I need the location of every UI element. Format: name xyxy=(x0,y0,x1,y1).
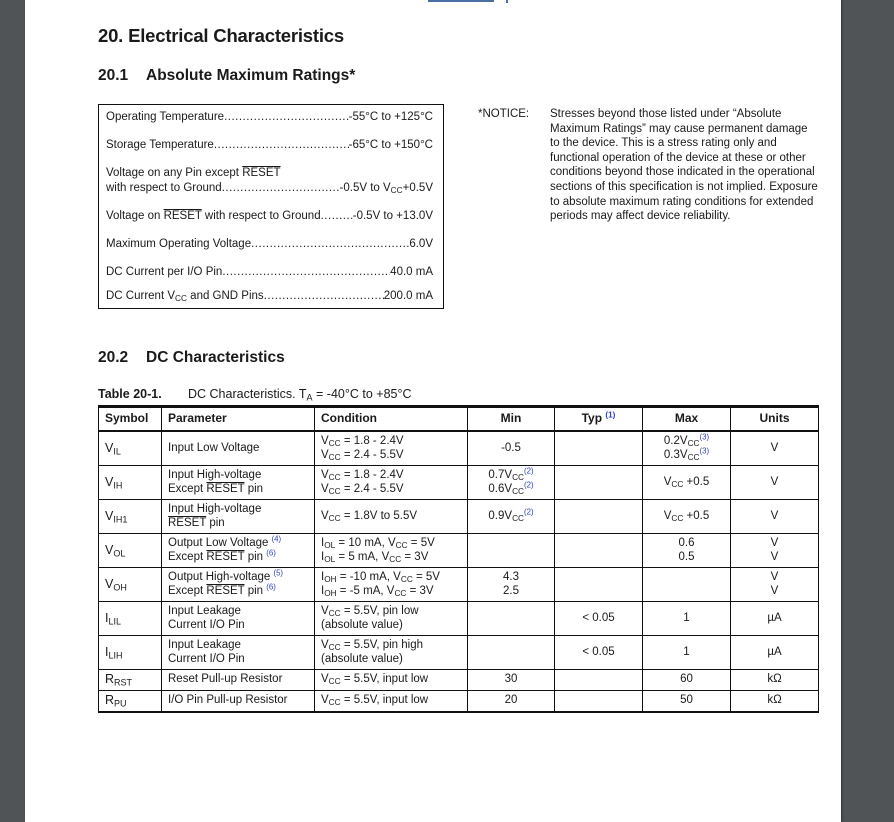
text: Except xyxy=(168,482,207,495)
reset-signal: RESET xyxy=(242,167,281,179)
symbol-text: V xyxy=(105,474,114,489)
cell-condition xyxy=(315,602,468,636)
text: 0.6V xyxy=(488,482,513,495)
rating-storage-temp xyxy=(106,138,433,152)
text: V xyxy=(321,448,329,461)
text: = 10 mA, V xyxy=(335,537,396,549)
leader-dots xyxy=(214,138,349,152)
subscript: CC xyxy=(328,677,341,687)
min-line: 4.3 xyxy=(503,571,519,583)
symbol-subscript: IH xyxy=(113,480,123,490)
text: +0.5 xyxy=(683,509,710,522)
rating-value: -55°C to +125°C xyxy=(348,111,433,123)
cell-max: 50 xyxy=(643,691,731,713)
rating-label: with respect to Ground xyxy=(106,182,222,194)
subscript: CC xyxy=(328,513,341,523)
text: = 2.4 - 5.5V xyxy=(340,482,404,495)
min-line xyxy=(474,480,548,497)
symbol-text: V xyxy=(105,542,114,557)
subscript: CC xyxy=(671,479,684,489)
units-line: V xyxy=(770,571,779,583)
cell-parameter xyxy=(162,534,315,568)
notice-label: *NOTICE: xyxy=(478,108,530,120)
cell-typ: < 0.05 xyxy=(555,636,643,670)
cell-parameter xyxy=(162,500,315,534)
symbol-subscript: IH1 xyxy=(113,514,128,524)
condition-line xyxy=(321,585,461,599)
cell-typ xyxy=(555,431,643,466)
max-line xyxy=(649,432,724,449)
parameter-text xyxy=(168,483,308,497)
table-caption xyxy=(98,387,412,401)
text: V xyxy=(321,469,329,481)
rating-value: 200.0 mA xyxy=(383,290,433,302)
text: = -5 mA, V xyxy=(336,584,395,597)
condition-line xyxy=(321,449,461,463)
cell-symbol xyxy=(99,602,162,636)
subscript: CC xyxy=(328,452,341,462)
subscript: CC xyxy=(328,473,341,483)
text: = 5.5V, pin low xyxy=(340,605,419,617)
cell-parameter xyxy=(162,568,315,602)
cell-parameter xyxy=(162,602,315,636)
chapter-number: 20. xyxy=(98,25,124,46)
text: = 5.5V, input low xyxy=(340,694,429,707)
header-typ xyxy=(555,407,643,432)
cell-condition xyxy=(315,534,468,568)
cell-min xyxy=(468,500,555,534)
rating-max-operating-voltage xyxy=(106,237,433,251)
table-number: Table 20-1. xyxy=(98,387,162,401)
caption-text: = -40°C to +85°C xyxy=(312,387,412,401)
header-min: Min xyxy=(468,407,555,432)
text: Except xyxy=(168,584,207,597)
rating-value: 40.0 mA xyxy=(390,266,433,278)
symbol-subscript: OH xyxy=(113,582,127,592)
subscript: OH xyxy=(324,575,337,585)
subscript: OL xyxy=(324,541,336,551)
text: Except xyxy=(168,550,207,563)
subscript: OH xyxy=(324,588,337,598)
footnote-link[interactable]: (5) xyxy=(273,568,284,578)
cell-typ xyxy=(555,534,643,568)
cell-condition xyxy=(315,466,468,500)
reset-signal: RESET xyxy=(206,584,245,597)
max-line: 0.6 xyxy=(678,537,695,549)
rating-value: -65°C to +150°C xyxy=(348,139,433,151)
label-text: DC Current V xyxy=(106,290,176,302)
cell-min xyxy=(468,602,555,636)
cell-units: V xyxy=(731,431,819,466)
footnote-link[interactable]: (6) xyxy=(266,548,276,558)
chapter-title: Electrical Characteristics xyxy=(128,25,344,46)
value-text: -0.5V to V xyxy=(339,182,391,194)
text: = -10 mA, V xyxy=(336,571,401,583)
cell-units: kΩ xyxy=(731,670,819,691)
symbol-subscript: IL xyxy=(113,446,121,456)
rating-value: 6.0V xyxy=(409,238,433,250)
cell-max xyxy=(643,500,731,534)
hyperlink-underline-end xyxy=(506,0,508,3)
text: V xyxy=(321,694,329,707)
header-condition: Condition xyxy=(315,407,468,432)
text: V xyxy=(321,673,329,686)
value-subscript: CC xyxy=(390,186,403,196)
rating-label: Maximum Operating Voltage xyxy=(106,238,252,250)
cell-min xyxy=(468,568,555,602)
text: V xyxy=(663,509,672,522)
subscript: CC xyxy=(395,541,408,551)
condition-line xyxy=(321,571,461,585)
reset-signal: RESET xyxy=(206,550,245,563)
cell-max xyxy=(643,431,731,466)
cell-units: V xyxy=(731,500,819,534)
subscript: CC xyxy=(512,513,525,523)
cell-typ xyxy=(555,691,643,713)
parameter-text xyxy=(168,582,308,599)
rating-label: Operating Temperature xyxy=(106,111,225,123)
cell-typ: < 0.05 xyxy=(555,602,643,636)
cell-max: 1 xyxy=(643,602,731,636)
parameter-text: Input High-voltage xyxy=(168,469,262,481)
table-row xyxy=(99,602,819,636)
cell-units xyxy=(731,568,819,602)
min-line xyxy=(474,466,548,483)
table-row xyxy=(99,534,819,568)
footnote-link[interactable]: (6) xyxy=(266,582,276,592)
text: = 1.8 - 2.4V xyxy=(340,469,404,481)
parameter-text: Input Low Voltage xyxy=(168,441,260,454)
units-line: V xyxy=(770,537,779,549)
rating-value xyxy=(340,181,433,195)
cell-min xyxy=(468,466,555,500)
subscript: OL xyxy=(324,554,336,564)
cell-units: µA xyxy=(731,636,819,670)
subscript: CC xyxy=(400,575,413,585)
text: = 1.8 - 2.4V xyxy=(340,435,404,447)
text: +0.5 xyxy=(683,475,710,488)
cell-condition xyxy=(315,431,468,466)
rating-pin-voltage-line1 xyxy=(106,166,433,180)
text: = 2.4 - 5.5V xyxy=(340,448,404,461)
text: 0.3V xyxy=(663,448,688,461)
cell-typ xyxy=(555,568,643,602)
symbol-text: V xyxy=(105,440,114,455)
footnote-link[interactable]: (2) xyxy=(524,480,534,490)
cell-parameter: Reset Pull-up Resistor xyxy=(162,670,315,691)
text: I xyxy=(321,537,325,549)
cell-symbol xyxy=(99,534,162,568)
rating-pin-voltage-line2 xyxy=(106,181,433,195)
text: Output High-voltage xyxy=(168,571,274,583)
symbol-text: I xyxy=(105,644,109,659)
text: 0.7V xyxy=(488,469,513,481)
subscript: CC xyxy=(328,643,341,653)
header-units: Units xyxy=(731,407,819,432)
cell-max xyxy=(643,466,731,500)
subscript: CC xyxy=(687,452,700,462)
subscript: CC xyxy=(671,513,684,523)
label-text: Voltage on any Pin except xyxy=(106,167,243,179)
text: 0.9V xyxy=(488,509,513,522)
leader-dots xyxy=(224,110,349,124)
value-text: +0.5V xyxy=(402,182,433,194)
section-heading-dc xyxy=(98,349,285,367)
hyperlink-underline[interactable] xyxy=(428,0,494,2)
rating-operating-temp xyxy=(106,110,433,124)
cell-min xyxy=(468,636,555,670)
min-line: 2.5 xyxy=(503,584,519,597)
rating-label: DC Current per I/O Pin xyxy=(106,266,223,278)
cell-units: V xyxy=(731,466,819,500)
symbol-subscript: LIL xyxy=(108,616,121,626)
text: = 5V xyxy=(407,537,435,549)
text: V xyxy=(321,482,329,495)
table-header-row xyxy=(99,407,819,432)
text: I xyxy=(321,550,325,563)
cell-parameter xyxy=(162,636,315,670)
cell-parameter xyxy=(162,466,315,500)
header-max: Max xyxy=(643,407,731,432)
text: V xyxy=(321,639,329,651)
rating-label: Storage Temperature xyxy=(106,139,214,151)
section-title: Absolute Maximum Ratings* xyxy=(146,67,356,84)
condition-line xyxy=(321,469,461,483)
parameter-text: Current I/O Pin xyxy=(168,618,245,631)
table-row xyxy=(99,500,819,534)
text: pin xyxy=(244,482,264,495)
header-symbol: Symbol xyxy=(99,407,162,432)
rating-value: -0.5V to +13.0V xyxy=(352,210,433,222)
reset-signal: RESET xyxy=(206,482,245,495)
footnote-link[interactable]: (1) xyxy=(605,410,616,420)
text: V xyxy=(321,435,329,447)
subscript: CC xyxy=(328,439,341,449)
cell-symbol xyxy=(99,500,162,534)
cell-max: 1 xyxy=(643,636,731,670)
symbol-subscript: PU xyxy=(114,698,127,709)
section-heading-abs-max xyxy=(98,67,355,85)
cell-condition xyxy=(315,670,468,691)
text: I xyxy=(321,571,325,583)
text: = 5.5V, input low xyxy=(340,673,429,686)
cell-symbol xyxy=(99,670,162,691)
subscript: CC xyxy=(512,486,525,496)
parameter-text: Input Leakage xyxy=(168,639,241,651)
reset-signal: RESET xyxy=(163,210,202,222)
cell-min: 30 xyxy=(468,670,555,691)
max-line xyxy=(649,446,724,463)
text: = 3V xyxy=(406,584,434,597)
text: I xyxy=(321,584,325,597)
symbol-text: V xyxy=(105,576,114,591)
cell-max xyxy=(643,534,731,568)
subscript: CC xyxy=(328,486,341,496)
table-row xyxy=(99,568,819,602)
condition-line xyxy=(321,605,461,619)
units-line: V xyxy=(770,550,779,563)
cell-parameter: I/O Pin Pull-up Resistor xyxy=(162,691,315,713)
subscript: CC xyxy=(328,698,341,708)
header-parameter: Parameter xyxy=(162,407,315,432)
parameter-text: Input High-voltage xyxy=(168,503,262,515)
subscript: CC xyxy=(328,609,341,619)
leader-dots xyxy=(264,289,384,303)
parameter-text xyxy=(168,517,308,531)
rating-label xyxy=(106,209,321,223)
parameter-text: Current I/O Pin xyxy=(168,652,245,665)
cell-condition xyxy=(315,636,468,670)
rating-label xyxy=(106,289,264,303)
absolute-max-ratings-box xyxy=(98,104,444,309)
symbol-text: V xyxy=(105,508,114,523)
cell-symbol xyxy=(99,691,162,713)
leader-dots xyxy=(222,265,390,279)
cell-parameter xyxy=(162,431,315,466)
cell-min xyxy=(468,534,555,568)
cell-typ xyxy=(555,500,643,534)
condition-line: (absolute value) xyxy=(321,618,403,631)
table-row xyxy=(99,670,819,691)
cell-max xyxy=(643,568,731,602)
text: Output Low Voltage xyxy=(168,537,272,549)
caption-subscript: A xyxy=(306,392,313,403)
symbol-text: R xyxy=(105,672,115,687)
max-line: 0.5 xyxy=(678,550,695,563)
condition-line xyxy=(321,435,461,449)
text: = 5V xyxy=(412,571,440,583)
cell-min: 20 xyxy=(468,691,555,713)
cell-max: 60 xyxy=(643,670,731,691)
cell-min: -0.5 xyxy=(468,431,555,466)
rating-vcc-gnd-current xyxy=(106,289,433,303)
label-text: Voltage on xyxy=(106,210,164,222)
reset-signal: RESET xyxy=(168,516,207,529)
cell-units xyxy=(731,534,819,568)
subscript: CC xyxy=(394,588,407,598)
header-typ-label: Typ xyxy=(581,411,603,426)
label-subscript: CC xyxy=(175,294,187,304)
parameter-text xyxy=(168,534,308,551)
label-text: with respect to Ground xyxy=(201,210,321,222)
table-row xyxy=(99,466,819,500)
rating-io-current xyxy=(106,265,433,279)
subscript: CC xyxy=(389,554,402,564)
label-text: and GND Pins xyxy=(186,290,264,302)
cell-typ xyxy=(555,670,643,691)
condition-line xyxy=(321,639,461,653)
text: = 3V xyxy=(401,550,429,563)
cell-condition xyxy=(315,568,468,602)
parameter-text: Input Leakage xyxy=(168,605,241,617)
text: V xyxy=(663,475,672,488)
cell-symbol xyxy=(99,431,162,466)
cell-typ xyxy=(555,466,643,500)
text: 0.2V xyxy=(663,435,688,447)
chapter-heading xyxy=(98,25,344,47)
text: pin xyxy=(206,516,225,529)
leader-dots xyxy=(251,237,409,251)
symbol-subscript: RST xyxy=(114,677,133,688)
footnote-link[interactable]: (2) xyxy=(524,507,534,517)
footnote-link[interactable]: (4) xyxy=(271,534,282,544)
table-row xyxy=(99,691,819,713)
cell-symbol xyxy=(99,568,162,602)
condition-line xyxy=(321,483,461,497)
leader-dots xyxy=(321,209,353,223)
table-row xyxy=(99,431,819,466)
notice-text: Stresses beyond those listed under “Absolute Maximum Ratings” may cause permanent damage to the device. This is a stress rating only and functional operation of the device at these or other conditions beyond those indicated in the operational sections of this specification is not implied. Exposure to absolute maximum rating conditions for extended periods may affect device reliability. xyxy=(550,108,818,223)
text: V xyxy=(321,605,329,617)
cell-symbol xyxy=(99,636,162,670)
symbol-subscript: OL xyxy=(113,548,126,558)
symbol-text: R xyxy=(105,693,115,708)
footnote-link[interactable]: (3) xyxy=(699,432,710,442)
cell-condition xyxy=(315,691,468,713)
text: = 5 mA, V xyxy=(335,550,390,563)
section-title: DC Characteristics xyxy=(146,349,285,366)
text: = 5.5V, pin high xyxy=(340,639,424,651)
caption-text: DC Characteristics. T xyxy=(188,387,307,401)
cell-units: µA xyxy=(731,602,819,636)
text: V xyxy=(321,509,329,522)
cell-symbol xyxy=(99,466,162,500)
footnote-link[interactable]: (3) xyxy=(699,446,710,456)
leader-dots xyxy=(222,181,340,195)
condition-line: (absolute value) xyxy=(321,652,403,665)
condition-line xyxy=(321,537,461,551)
text: pin xyxy=(244,584,267,597)
parameter-text xyxy=(168,568,308,585)
table-row xyxy=(99,636,819,670)
cell-condition xyxy=(315,500,468,534)
footnote-link[interactable]: (2) xyxy=(524,466,534,476)
pdf-page xyxy=(25,0,841,822)
symbol-text: I xyxy=(105,610,109,625)
parameter-text xyxy=(168,548,308,565)
dc-characteristics-table xyxy=(98,405,819,713)
section-number: 20.1 xyxy=(98,67,129,84)
cell-units: kΩ xyxy=(731,691,819,713)
rating-reset-voltage xyxy=(106,209,433,223)
text: = 1.8V to 5.5V xyxy=(340,509,418,522)
symbol-subscript: LIH xyxy=(108,650,123,660)
rating-label xyxy=(106,166,281,180)
condition-line xyxy=(321,551,461,565)
subscript: CC xyxy=(687,439,700,449)
subscript: CC xyxy=(512,473,525,483)
text: pin xyxy=(244,550,267,563)
section-number: 20.2 xyxy=(98,349,129,366)
units-line: V xyxy=(770,584,779,597)
